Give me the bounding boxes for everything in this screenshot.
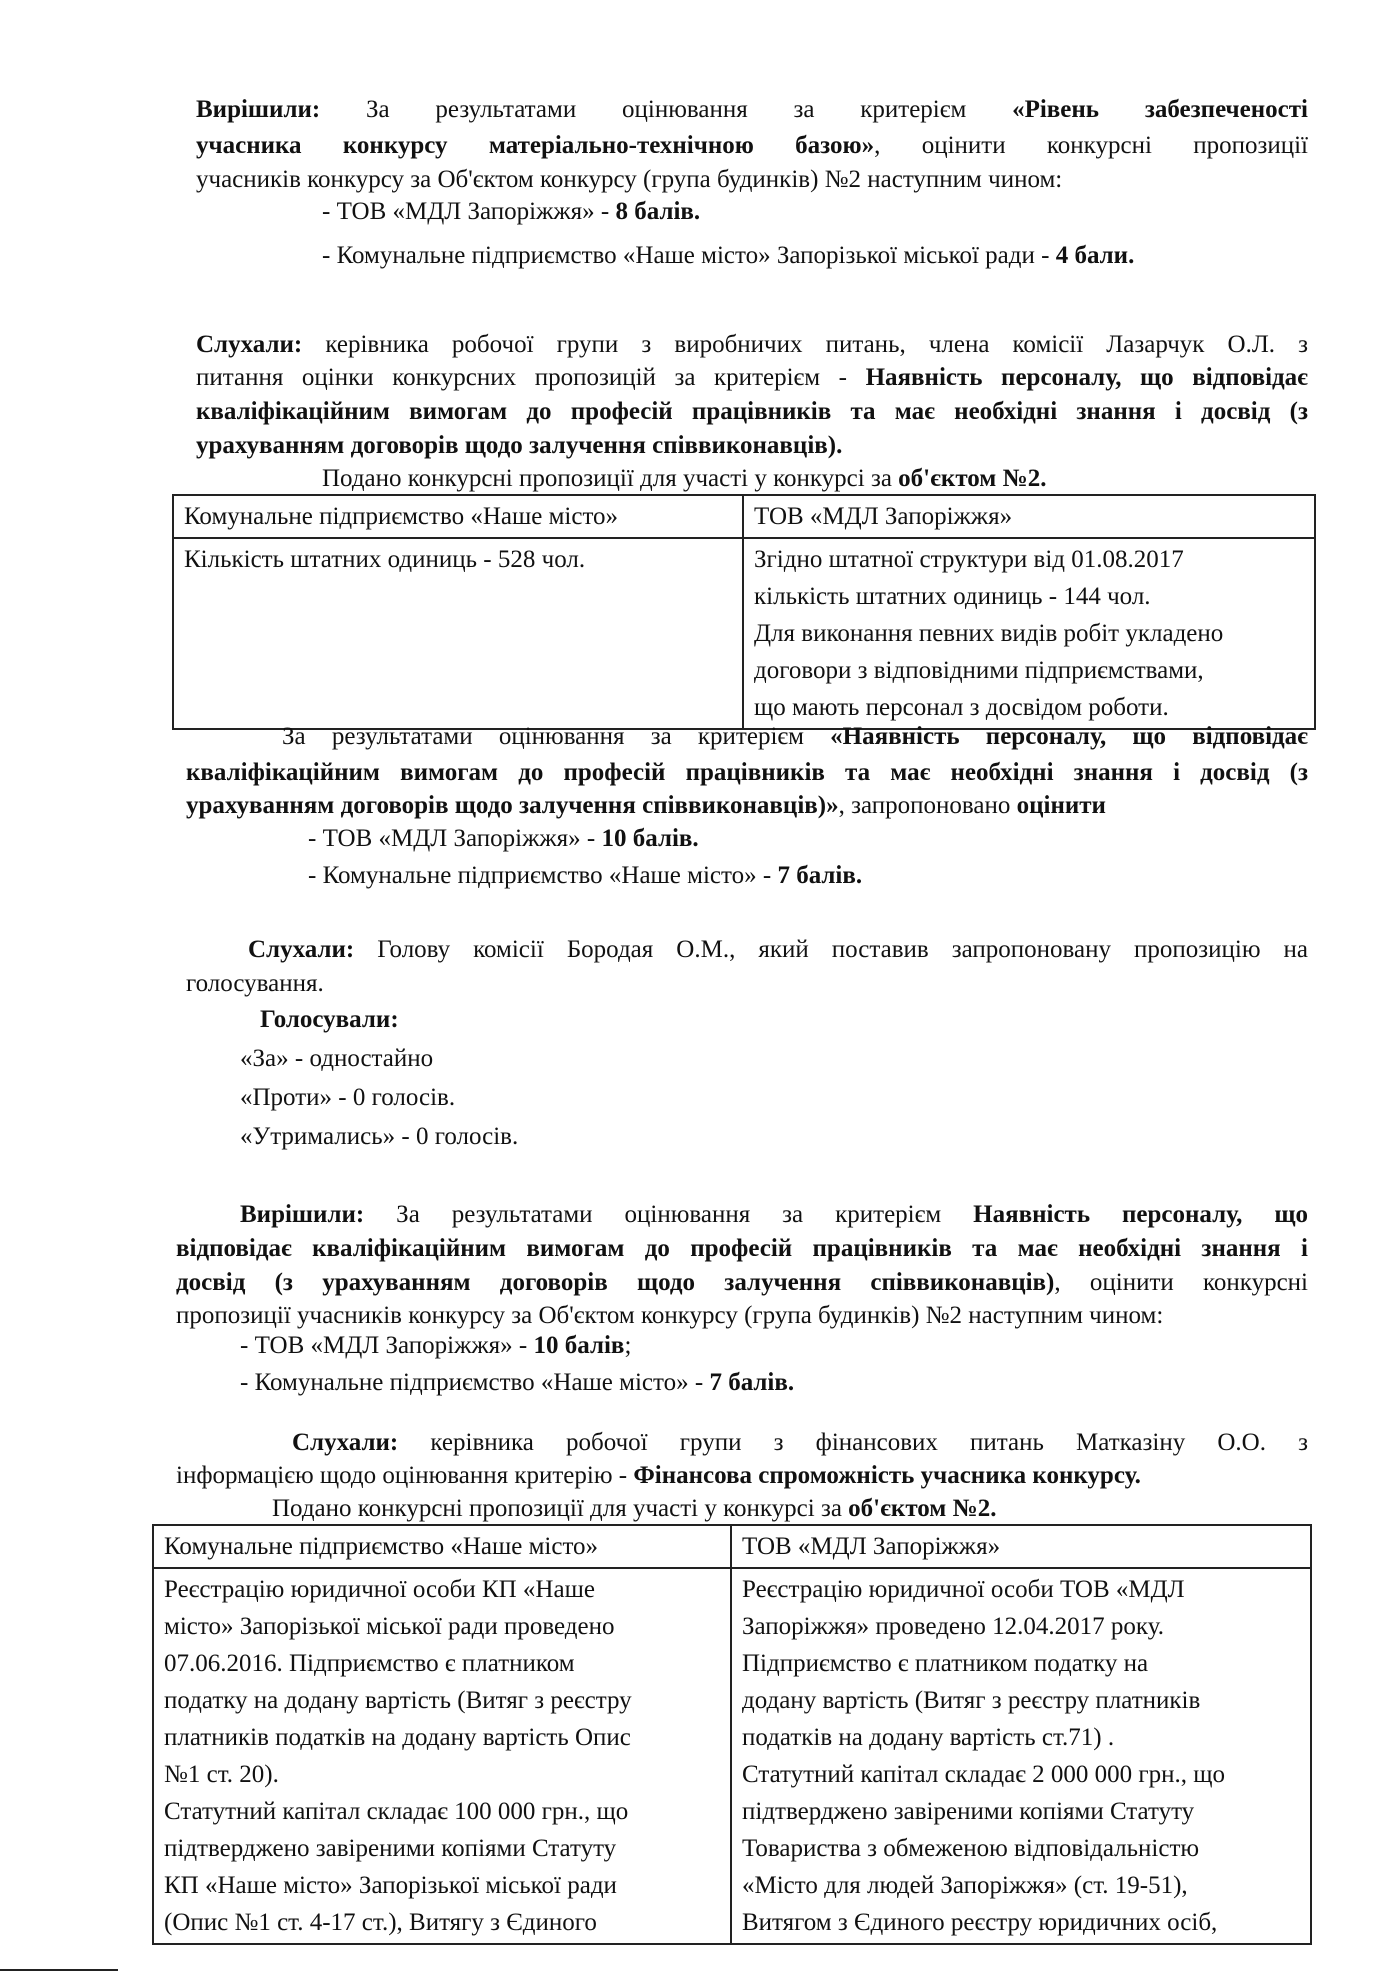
- proposals-table-2: [152, 1524, 1312, 1945]
- proposal-1-line-3: урахуванням договорів щодо залучення співвиконавців)», запропоновано оцінити: [186, 792, 1106, 819]
- hearing-2-line-1: Слухали: Голову комісії Бородая О.М., який поставив запропоновану пропозицію на: [248, 936, 1308, 963]
- table-row: [173, 538, 1315, 729]
- hearing-1-line-1: Слухали: керівника робочої групи з виробничих питань, члена комісії Лазарчук О.Л. з: [196, 331, 1309, 358]
- table-cell-line: №1 ст. 20).: [164, 1761, 279, 1788]
- decision-2-line-1: Вирішили: За результатами оцінювання за критерієм Наявність персоналу, що: [240, 1201, 1308, 1228]
- voting-heading: Голосували:: [260, 1006, 399, 1033]
- hearing-1-line-4: урахуванням договорів щодо залучення співвиконавців).: [196, 432, 843, 459]
- decision-1-line-2: учасника конкурсу матеріально-технічною базою», оцінити конкурсні пропозиції: [196, 132, 1308, 159]
- table-cell-line: Реєстрацію юридичної особи ТОВ «МДЛ: [742, 1576, 1185, 1603]
- table-cell-line: «Місто для людей Запоріжжя» (ст. 19-51),: [742, 1872, 1188, 1899]
- decision-2-item-2: - Комунальне підприємство «Наше місто» - 7 балів.: [240, 1369, 795, 1396]
- table-cell-line: кількість штатних одиниць - 144 чол.: [754, 583, 1151, 610]
- table-cell-line: Реєстрацію юридичної особи КП «Наше: [164, 1576, 595, 1603]
- table-cell: Кількість штатних одиниць - 528 чол.: [173, 538, 743, 729]
- table-header-cell: ТОВ «МДЛ Запоріжжя»: [743, 495, 1315, 538]
- table-cell-line: Статутний капітал складає 100 000 грн., що: [164, 1798, 629, 1825]
- table-cell-line: Товариства з обмеженою відповідальністю: [742, 1835, 1200, 1862]
- table-cell-line: що мають персонал з досвідом роботи.: [754, 694, 1169, 721]
- proposal-1-line-2: кваліфікаційним вимогам до професій працівників та має необхідні знання і досвід (з: [186, 759, 1308, 786]
- vote-against: «Проти» - 0 голосів.: [240, 1084, 456, 1111]
- proposals-table-1: [172, 494, 1316, 730]
- table-row: [153, 1525, 1311, 1568]
- table-2-caption: Подано конкурсні пропозиції для участі у конкурсі за об'єктом №2.: [272, 1495, 997, 1522]
- hearing-1-line-3: кваліфікаційним вимогам до професій працівників та має необхідні знання і досвід (з: [196, 398, 1308, 425]
- table-cell-line: КП «Наше місто» Запорізької міської ради: [164, 1872, 617, 1899]
- table-header-cell: Комунальне підприємство «Наше місто»: [153, 1525, 731, 1568]
- decision-2-line-3: досвід (з урахуванням договорів щодо залучення співвиконавців), оцінити конкурсні: [176, 1269, 1308, 1296]
- table-header-cell: Комунальне підприємство «Наше місто»: [173, 495, 743, 538]
- table-header-cell: ТОВ «МДЛ Запоріжжя»: [731, 1525, 1311, 1568]
- table-cell-line: Статутний капітал складає 2 000 000 грн., що: [742, 1761, 1226, 1788]
- decision-1-item-2: - Комунальне підприємство «Наше місто» Запорізької міської ради - 4 бали.: [322, 242, 1135, 269]
- table-cell-line: підтверджено завіреними копіями Статуту: [742, 1798, 1195, 1825]
- table-cell-line: Запоріжжя» проведено 12.04.2017 року.: [742, 1613, 1164, 1640]
- table-cell-line: Підприємство є платником податку на: [742, 1650, 1149, 1677]
- vote-abstained: «Утримались» - 0 голосів.: [240, 1123, 519, 1150]
- table-cell: [743, 538, 1315, 729]
- proposal-1-item-2: - Комунальне підприємство «Наше місто» - 7 балів.: [308, 862, 863, 889]
- table-cell-line: Для виконання певних видів робіт укладено: [754, 620, 1224, 647]
- table-cell-line: договори з відповідними підприємствами,: [754, 657, 1204, 684]
- decision-2-line-2: відповідає кваліфікаційним вимогам до професій працівників та має необхідні знання і: [176, 1235, 1308, 1262]
- table-cell-line: (Опис №1 ст. 4-17 ст.), Витягу з Єдиного: [164, 1909, 597, 1936]
- decision-1-line-1: Вирішили: За результатами оцінювання за критерієм «Рівень забезпеченості: [196, 96, 1308, 123]
- table-row: [153, 1568, 1311, 1944]
- hearing-1-line-2: питання оцінки конкурсних пропозицій за критерієм - Наявність персоналу, що відповідає: [196, 364, 1308, 391]
- footnote-divider: [0, 1969, 118, 1971]
- proposal-1-item-1: - ТОВ «МДЛ Запоріжжя» - 10 балів.: [308, 825, 699, 852]
- table-cell-line: Згідно штатної структури від 01.08.2017: [754, 546, 1184, 573]
- table-cell-line: додану вартість (Витяг з реєстру платників: [742, 1687, 1201, 1714]
- decision-2-line-4: пропозиції учасників конкурсу за Об'єктом конкурсу (група будинків) №2 наступним чином:: [176, 1302, 1164, 1329]
- table-cell-line: податків на додану вартість ст.71) .: [742, 1724, 1115, 1751]
- table-cell-line: податку на додану вартість (Витяг з реєстру: [164, 1687, 632, 1714]
- hearing-3-line-1: Слухали: керівника робочої групи з фінансових питань Матказіну О.О. з: [292, 1429, 1309, 1456]
- table-cell-line: 07.06.2016. Підприємство є платником: [164, 1650, 575, 1677]
- vote-for: «За» - одностайно: [240, 1045, 434, 1072]
- table-cell-line: підтверджено завіреними копіями Статуту: [164, 1835, 617, 1862]
- hearing-2-line-2: голосування.: [186, 970, 324, 997]
- table-1-caption: Подано конкурсні пропозиції для участі у конкурсі за об'єктом №2.: [322, 465, 1047, 492]
- table-cell: [731, 1568, 1311, 1944]
- table-cell-line: місто» Запорізької міської ради проведено: [164, 1613, 615, 1640]
- decision-1-item-1: - ТОВ «МДЛ Запоріжжя» - 8 балів.: [322, 198, 701, 225]
- decision-2-item-1: - ТОВ «МДЛ Запоріжжя» - 10 балів;: [240, 1332, 632, 1359]
- decision-1-line-3: учасників конкурсу за Об'єктом конкурсу (група будинків) №2 наступним чином:: [196, 166, 1063, 193]
- table-cell: [153, 1568, 731, 1944]
- proposal-1-line-1: За результатами оцінювання за критерієм «Наявність персоналу, що відповідає: [282, 723, 1308, 750]
- hearing-3-line-2: інформацією щодо оцінювання критерію - Фінансова спроможність учасника конкурсу.: [176, 1462, 1141, 1489]
- table-row: [173, 495, 1315, 538]
- table-cell-line: Витягом з Єдиного реєстру юридичних осіб,: [742, 1909, 1218, 1936]
- table-cell-line: платників податків на додану вартість Опис: [164, 1724, 631, 1751]
